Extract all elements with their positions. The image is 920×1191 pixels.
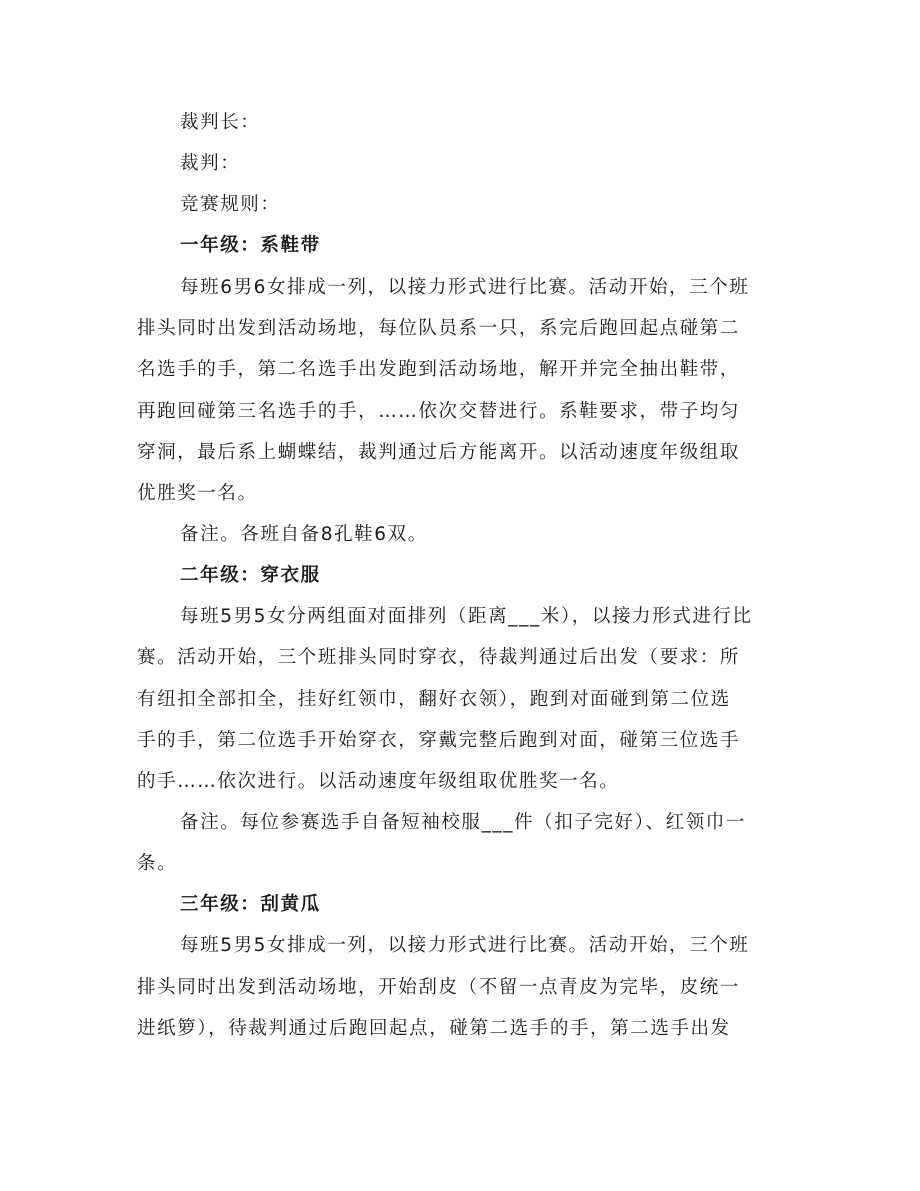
grade-1-rule-line: 排头同时出发到活动场地，每位队员系一只，系完后跑回起点碰第二 [137, 318, 741, 339]
grade-2-rule-line: 每班5男5女分两组面对面排列（距离___米），以接力形式进行比 [180, 606, 753, 627]
grade-2-rule-line: 的手……依次进行。以活动速度年级组取优胜奖一名。 [137, 771, 620, 792]
grade-1-rule-line: 每班6男6女排成一列，以接力形式进行比赛。活动开始，三个班 [180, 277, 750, 298]
grade-3-rule-line: 进纸箩），待裁判通过后跑回起点，碰第二选手的手，第二选手出发 [137, 1018, 731, 1039]
grade-1-rule-line: 优胜奖一名。 [137, 483, 258, 504]
grade-3-rule-line: 每班5男5女排成一列，以接力形式进行比赛。活动开始，三个班 [180, 935, 750, 956]
grade-1-rule-line: 名选手的手，第二名选手出发跑到活动场地，解开并完全抽出鞋带， [137, 359, 741, 380]
grade-2-rule-line: 有纽扣全部扣全，挂好红领巾，翻好衣领），跑到对面碰到第二位选 [137, 689, 731, 710]
grade-2-note: 条。 [137, 853, 178, 874]
grade-2-heading: 二年级：穿衣服 [180, 565, 321, 586]
grade-2-note: 备注。每位参赛选手自备短袖校服___件（扣子完好）、红领巾一 [180, 812, 747, 833]
grade-1-rule-line: 再跑回碰第三名选手的手，……依次交替进行。系鞋要求，带子均匀 [137, 401, 741, 422]
grade-3-heading: 三年级：刮黄瓜 [180, 894, 321, 915]
referee-label: 裁判： [180, 153, 241, 174]
grade-1-heading: 一年级：系鞋带 [180, 235, 321, 256]
grade-1-rule-line: 穿洞，最后系上蝴蝶结，裁判通过后方能离开。以活动速度年级组取 [137, 442, 741, 463]
chief-referee-label: 裁判长： [180, 112, 261, 133]
grade-1-note: 备注。各班自备8孔鞋6双。 [180, 524, 428, 545]
grade-3-rule-line: 排头同时出发到活动场地，开始刮皮（不留一点青皮为完毕，皮统一 [137, 977, 741, 998]
competition-rules-label: 竞赛规则： [180, 194, 281, 215]
grade-2-rule-line: 赛。活动开始，三个班排头同时穿衣，待裁判通过后出发（要求：所 [137, 647, 741, 668]
grade-2-rule-line: 手的手，第二位选手开始穿衣，穿戴完整后跑到对面，碰第三位选手 [137, 730, 741, 751]
